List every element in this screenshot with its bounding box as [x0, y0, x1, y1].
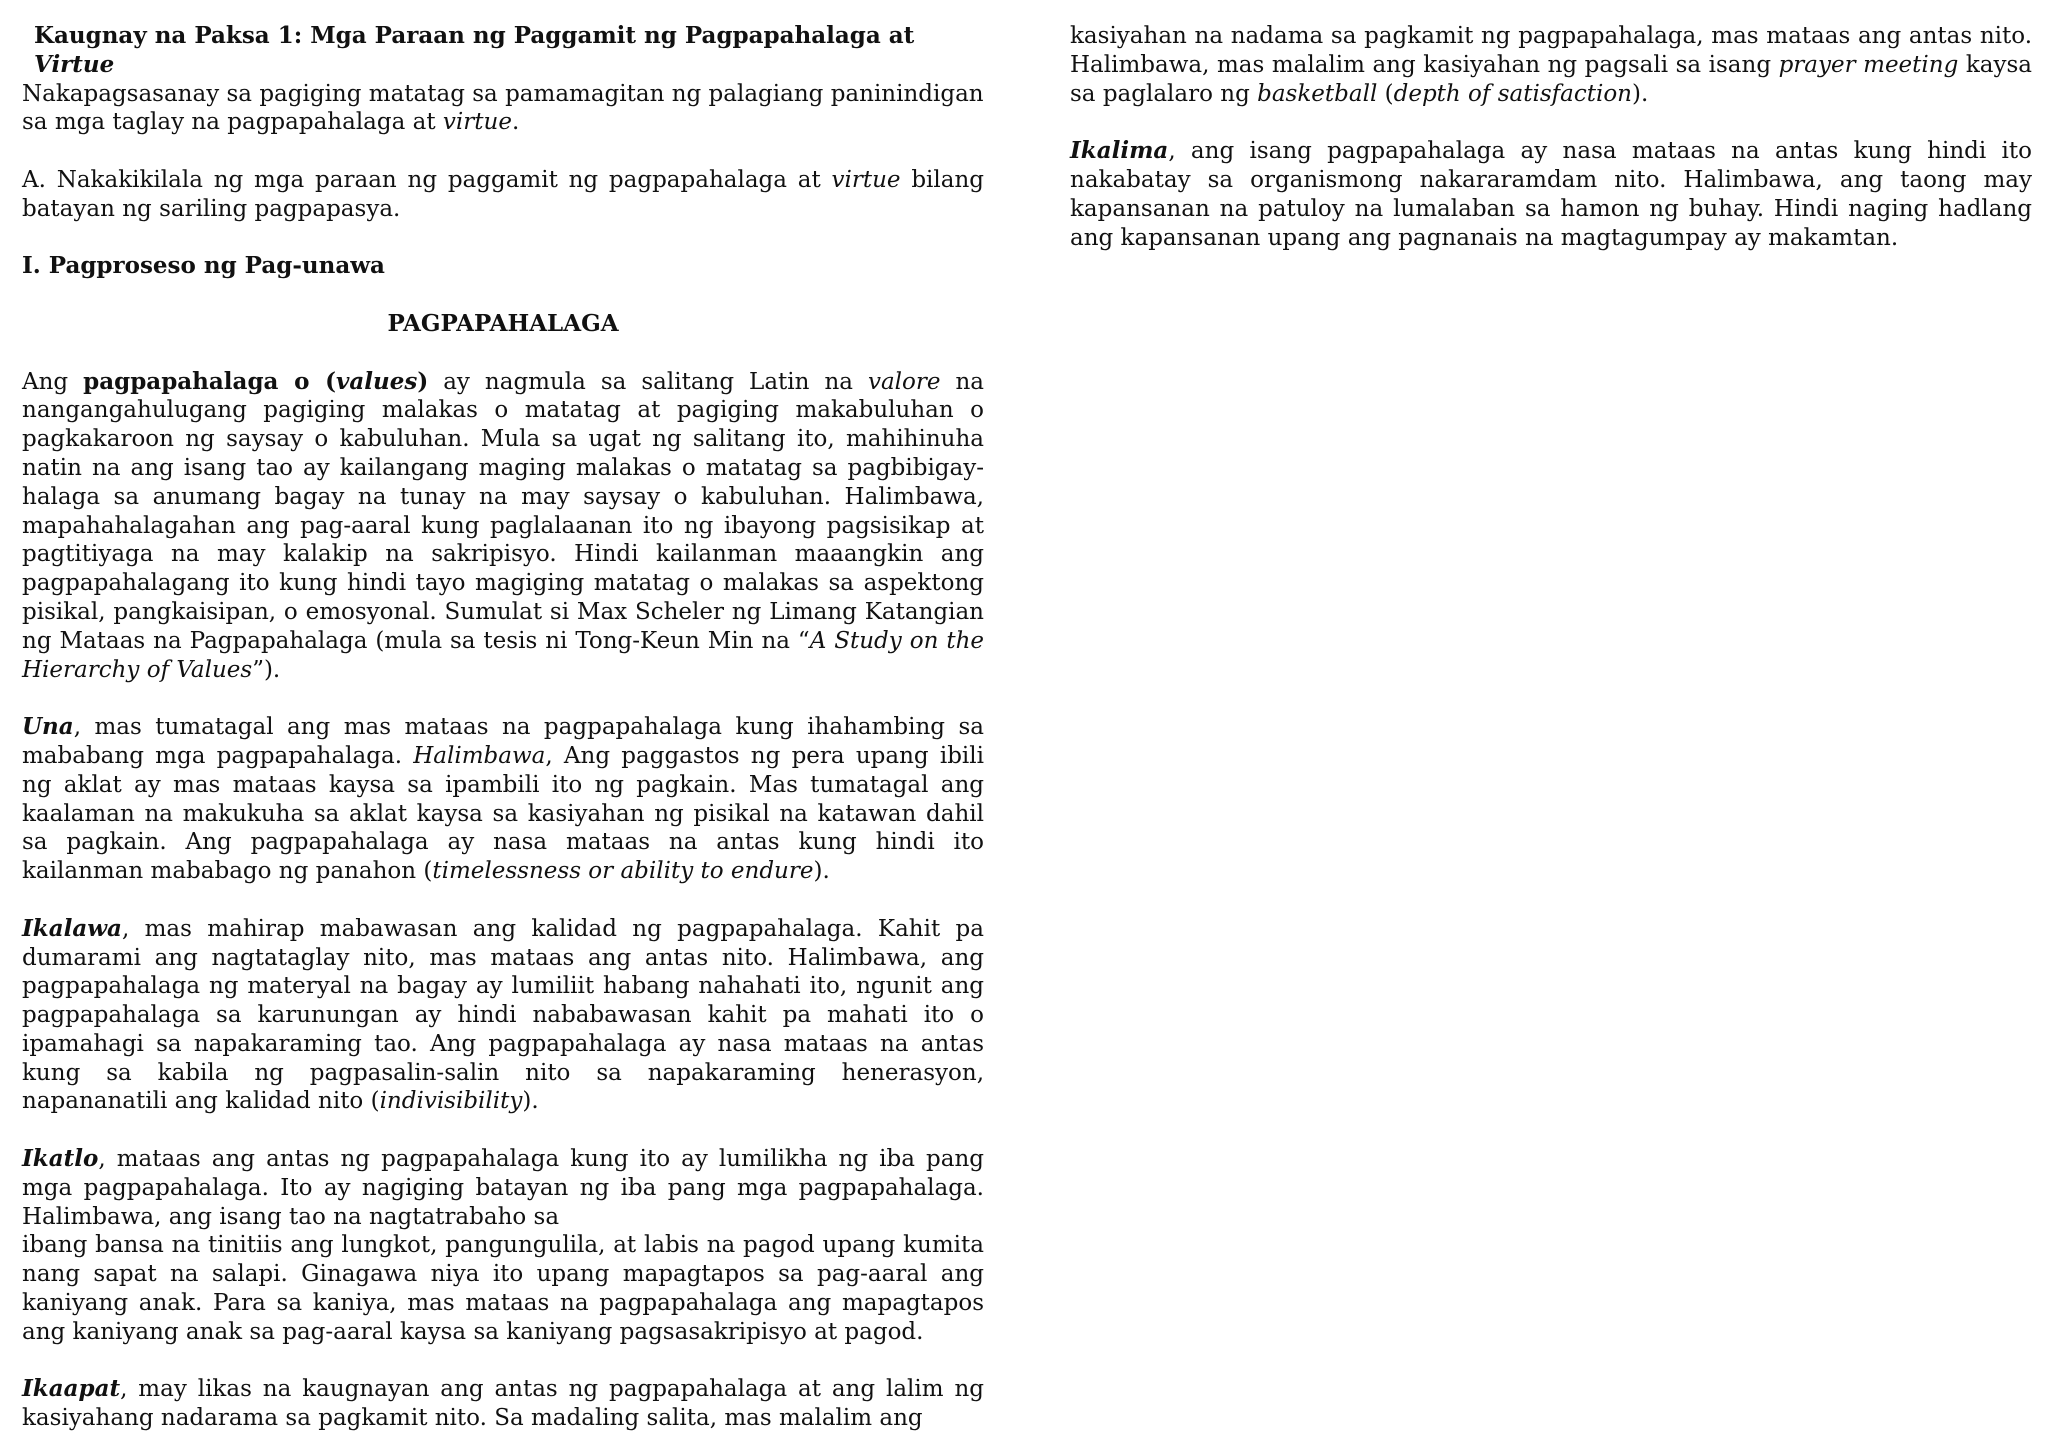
right-column: [1070, 22, 2032, 252]
paragraph-ikaapat: Ikaapat, may likas na kaugnayan ang antas ng pagpapahalaga at ang lalim ng kasiyahang nadarama sa pagkamit nito. Sa madaling salita, mas malalim ang: [22, 1375, 984, 1432]
intro-paragraph: Ang pagpapahalaga o (values) ay nagmula sa salitang Latin na valore na nangangahulugang pagiging malakas o matatag at pagiging makabuluhan o pagkakaroon ng saysay o kabuluhan. Mula sa ugat ng salitang ito, mahihinuha natin na ang isang tao ay kailangang maging malakas o matatag sa pagbibigay-halaga sa anumang bagay na tunay na may saysay o kabuluhan. Halimbawa, mapahahalagahan ang pag-aaral kung paglalaanan ito ng ibayong pagsisikap at pagtitiyaga na may kalakip na sakripisyo. Hindi kailanman maaangkin ang pagpapahalagang ito kung hindi tayo magiging matatag o malakas sa aspektong pisikal, pangkaisipan, o emosyonal. Sumulat si Max Scheler ng Limang Katangian ng Mataas na Pagpapahalaga (mula sa tesis ni Tong-Keun Min na “A Study on the Hierarchy of Values”).: [22, 367, 984, 683]
lesson-title-virtue: Virtue: [34, 50, 115, 78]
paragraph-ikatlo-continued: ibang bansa na tinitiis ang lungkot, pangungulila, at labis na pagod upang kumita nang sapat na salapi. Ginagawa niya ito upang mapagtapos sa pag-aaral ang kaniyang anak. Para sa kaniya, mas mataas na pagpapahalaga ang mapagtapos ang kaniyang anak sa pag-aaral kaysa sa kaniyang pagsasakripisyo at pagod.: [22, 1232, 984, 1345]
paragraph-ikalawa: Ikalawa, mas mahirap mabawasan ang kalidad ng pagpapahalaga. Kahit pa dumarami ang nagtataglay nito, mas mataas ang antas nito. Halimbawa, ang pagpapahalaga ng materyal na bagay ay lumiliit habang nahahati ito, ngunit ang pagpapahalaga sa karunungan ay hindi nababawasan kahit pa mahati ito o ipamahagi sa napakaraming tao. Ang pagpapahalaga ay nasa mataas na antas kung sa kabila ng pagpasalin-salin nito sa napakaraming henerasyon, napananatili ang kalidad nito (indivisibility).: [22, 914, 984, 1115]
lesson-title: [22, 22, 984, 80]
term-una: Una: [22, 713, 74, 741]
paragraph-ikalima: Ikalima, ang isang pagpapahalaga ay nasa mataas na antas kung hindi ito nakabatay sa organismong nakararamdam nito. Halimbawa, ang taong may kapansanan na patuloy na lumalaban sa hamon ng buhay. Hindi naging hadlang ang kapansanan upang ang pagnanais na magtagumpay ay makamtan.: [1070, 137, 2032, 251]
paragraph-ikatlo: Ikatlo, mataas ang antas ng pagpapahalaga kung ito ay lumilikha ng iba pang mga pagpapahalaga. Ito ay nagiging batayan ng iba pang mga pagpapahalaga. Halimbawa, ang isang tao na nagtatrabaho sa: [22, 1145, 984, 1230]
learning-goal: A. Nakakikilala ng mga paraan ng paggamit ng pagpapahalaga at virtue bilang batayan ng sariling pagpapasya.: [22, 166, 984, 222]
term-ikatlo: Ikatlo: [22, 1145, 99, 1173]
term-ikalima: Ikalima: [1070, 137, 1169, 165]
term-ikaapat: Ikaapat: [22, 1375, 121, 1403]
paragraph-ikaapat-continued: kasiyahan na nadama sa pagkamit ng pagpapahalaga, mas mataas ang antas nito. Halimbawa, mas malalim ang kasiyahan ng pagsali sa isang prayer meeting kaysa sa paglalaro ng basketball (depth of satisfaction).: [1070, 23, 2032, 107]
term-ikalawa: Ikalawa: [22, 914, 122, 942]
paragraph-una: Una, mas tumatagal ang mas mataas na pagpapahalaga kung ihahambing sa mababang mga pagpapahalaga. Halimbawa, Ang paggastos ng pera upang ibili ng aklat ay mas mataas kaysa sa ipambili ito ng pagkain. Mas tumatagal ang kaalaman na makukuha sa aklat kaysa sa kasiyahan ng pisikal na katawan dahil sa pagkain. Ang pagpapahalaga ay nasa mataas na antas kung hindi ito kailanman mababago ng panahon (timelessness or ability to endure).: [22, 713, 984, 885]
topic-heading: PAGPAPAHALAGA: [387, 309, 619, 337]
section-heading: I. Pagproseso ng Pag-unawa: [22, 252, 385, 280]
left-column: [22, 22, 984, 1433]
objective-paragraph: Nakapagsasanay sa pagiging matatag sa pamamagitan ng palagiang paninindigan sa mga taglay na pagpapahalaga at virtue.: [22, 80, 984, 136]
lesson-title-text: Kaugnay na Paksa 1: Mga Paraan ng Paggamit ng Pagpapahalaga at: [34, 22, 915, 49]
